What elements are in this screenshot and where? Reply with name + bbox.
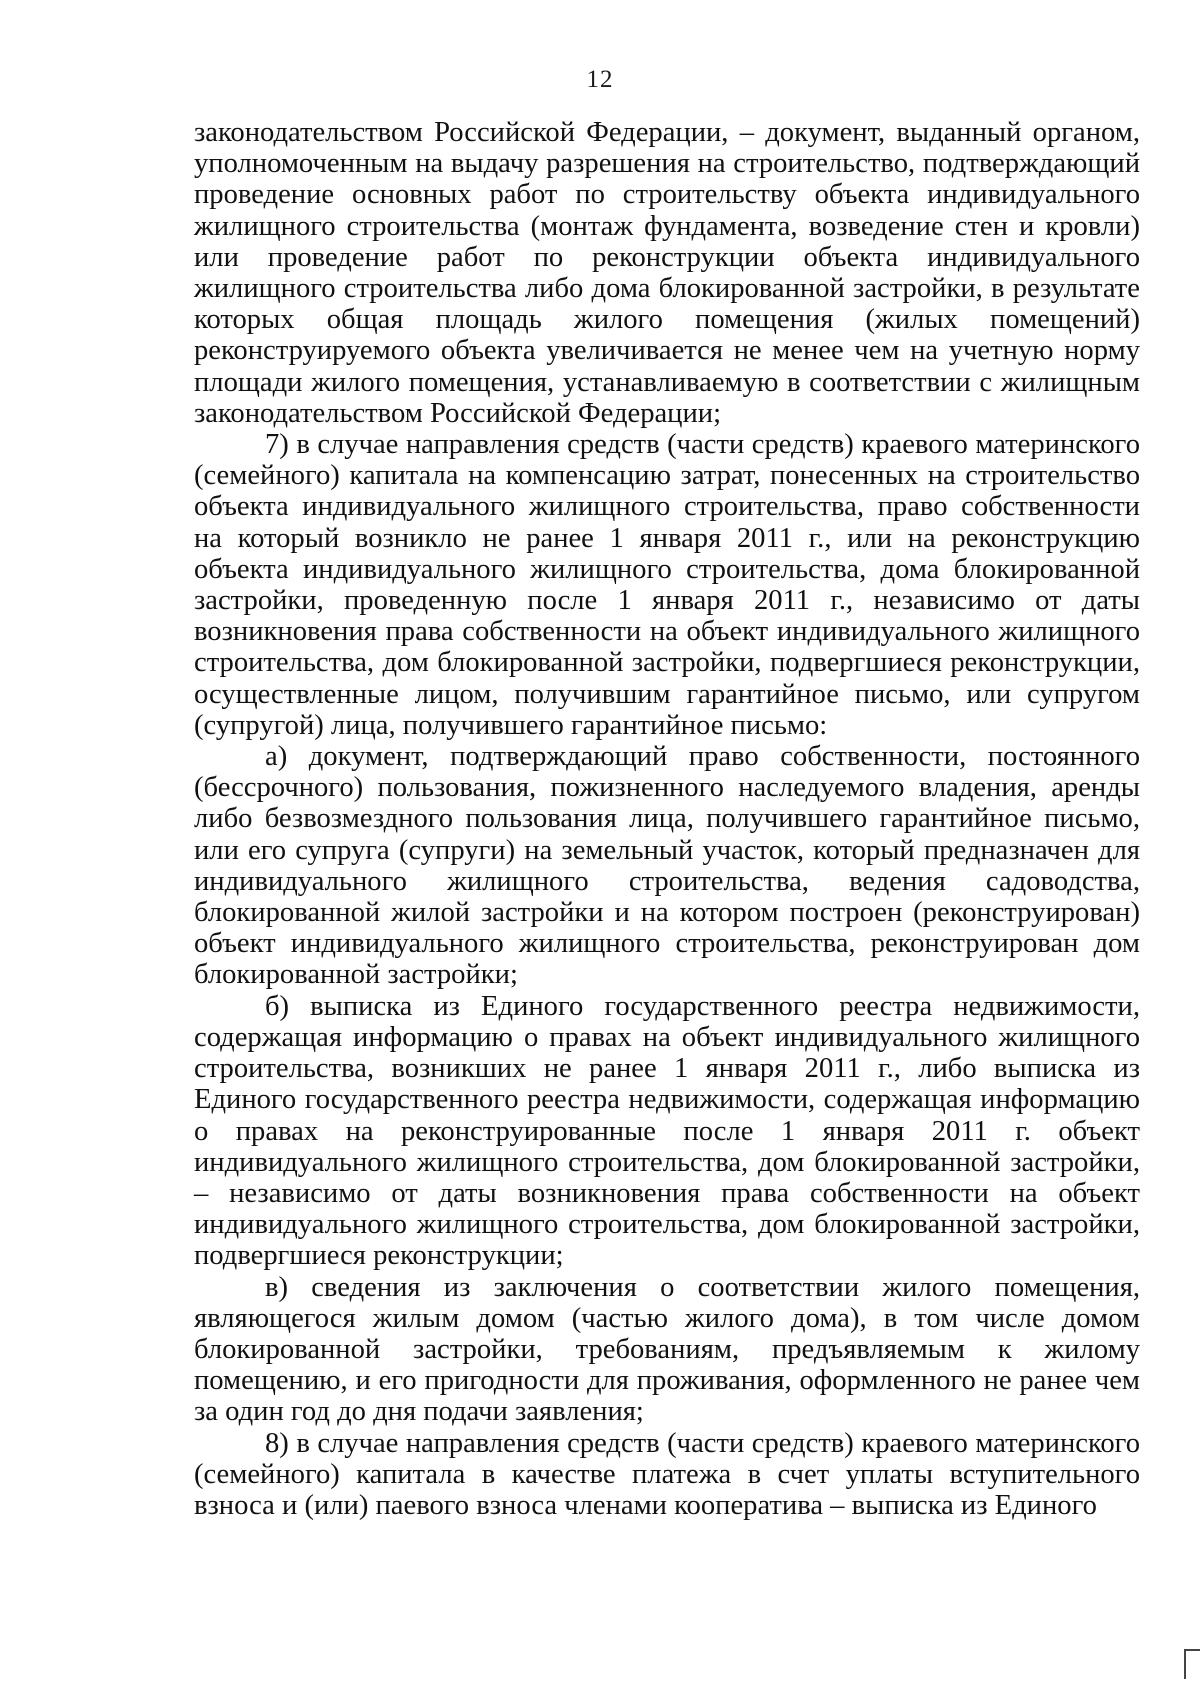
paragraph-subitem-v: в) сведения из заключения о соответствии жилого помещения, являющегося жилым домом (частью жилого дома), в том числе домом блокированной застройки, требованиям, предъявляемым к жилому помещению, и его пригодности для проживания, оформленного не ранее чем за один год до дня подачи заявления; — [194, 1271, 1140, 1428]
paragraph-item-7: 7) в случае направления средств (части средств) краевого материнского (семейного) капитала на компенсацию затрат, понесенных на строительство объекта индивидуального жилищного строительства, право собственности на который возникло не ранее 1 января 2011 г., или на реконструкцию объекта индивидуального жилищного строительства, дома блокированной застройки, проведенную после 1 января 2011 г., независимо от даты возникновения права собственности на объект индивидуального жилищного строительства, дом блокированной застройки, подвергшиеся реконструкции, осуществленные лицом, получившим гарантийное письмо, или супругом (супругой) лица, получившего гарантийное письмо: — [194, 429, 1140, 741]
paragraph-continuation: законодательством Российской Федерации, – документ, выданный органом, уполномоченным на выдачу разрешения на строительство, подтверждающий проведение основных работ по строительству объекта индивидуального жилищного строительства (монтаж фундамента, возведение стен и кровли) или проведение работ по реконструкции объекта индивидуального жилищного строительства либо дома блокированной застройки, в результате которых общая площадь жилого помещения (жилых помещений) реконструируемого объекта увеличивается не менее чем на учетную норму площади жилого помещения, устанавливаемую в соответствии с жилищным законодательством Российской Федерации; — [194, 117, 1140, 429]
paragraph-item-8: 8) в случае направления средств (части средств) краевого материнского (семейного) капитала в качестве платежа в счет уплаты вступительного взноса и (или) паевого взноса членами кооператива – выписка из Единого — [194, 1427, 1140, 1521]
paragraph-subitem-a: а) документ, подтверждающий право собственности, постоянного (бессрочного) пользования, пожизненного наследуемого владения, аренды либо безвозмездного пользования лица, получившего гарантийное письмо, или его супруга (супруги) на земельный участок, который предназначен для индивидуального жилищного строительства, ведения садоводства, блокированной жилой застройки и на котором построен (реконструирован) объект индивидуального жилищного строительства, реконструирован дом блокированной застройки; — [194, 741, 1140, 991]
paragraph-subitem-b: б) выписка из Единого государственного реестра недвижимости, содержащая информацию о правах на объект индивидуального жилищного строительства, возникших не ранее 1 января 2011 г., либо выписка из Единого государственного реестра недвижимости, содержащая информацию о правах на реконструированные после 1 января 2011 г. объект индивидуального жилищного строительства, дом блокированной застройки, – независимо от даты возникновения права собственности на объект индивидуального жилищного строительства, дом блокированной застройки, подвергшиеся реконструкции; — [194, 990, 1140, 1272]
scan-corner-mark — [1184, 1649, 1200, 1679]
document-body — [194, 117, 1140, 1521]
page-number: 12 — [586, 66, 614, 93]
